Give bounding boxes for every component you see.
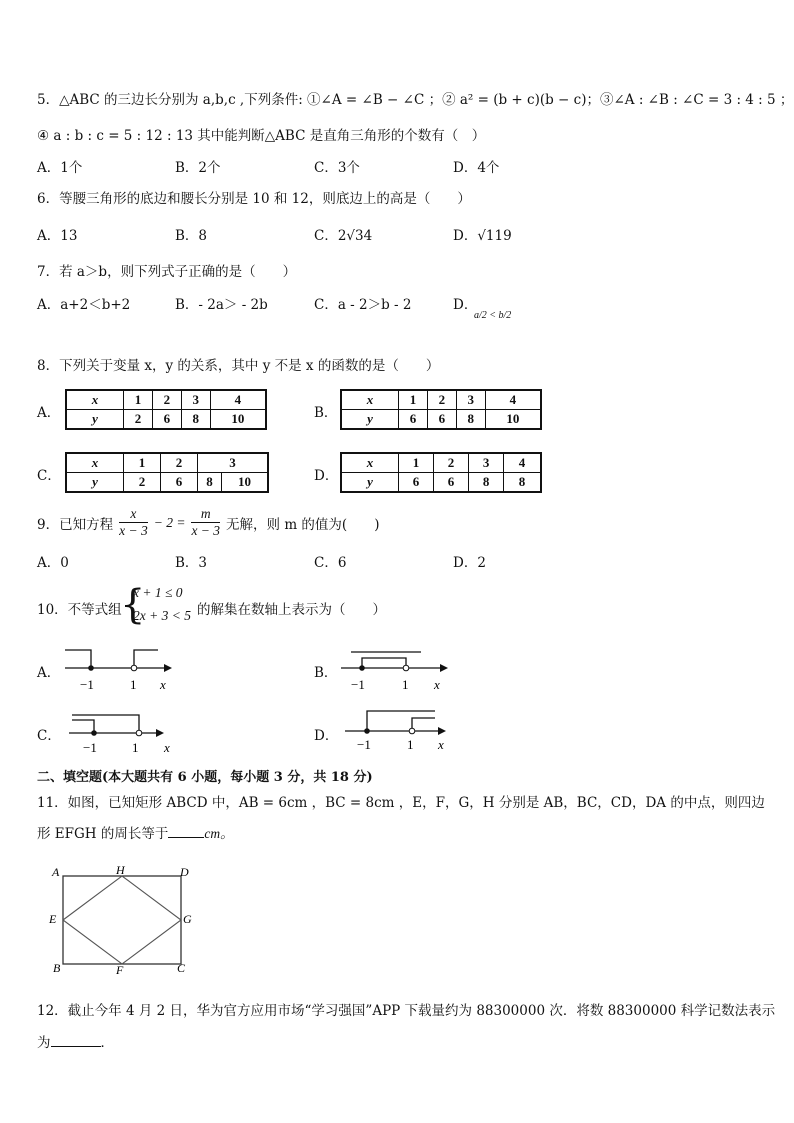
table-cell: 1 — [399, 390, 428, 410]
table-cell: 8 — [504, 473, 541, 493]
table-row — [341, 390, 541, 410]
q10-label-c: C． — [37, 728, 61, 744]
table-cell: y — [66, 473, 124, 493]
table-row — [341, 453, 541, 473]
vertex-label-g: G — [183, 912, 192, 926]
q8-label-a: A． — [37, 405, 61, 421]
q9-option-c: C．6 — [314, 555, 347, 571]
table-cell: x — [66, 390, 124, 410]
q5-option-b: B．2个 — [175, 160, 221, 176]
vertex-label-a: A — [52, 865, 60, 879]
q7-option-c: C．a - 2＞b - 2 — [314, 297, 412, 313]
q12-line2-text: 为 — [37, 1035, 51, 1051]
section-heading: 二、填空题(本大题共有 6 小题，每小题 3 分，共 18 分) — [37, 770, 373, 785]
q10-inequality-2: 2x + 3 < 5 — [133, 608, 191, 623]
tick-label-neg: −1 — [83, 740, 97, 755]
table-cell: 2 — [161, 453, 198, 473]
table-cell: 8 — [198, 473, 222, 493]
q10-numberline-d — [340, 707, 460, 757]
vertex-label-d: D — [180, 865, 189, 879]
rhombus-efgh — [63, 876, 181, 964]
q11-line2 — [37, 822, 234, 842]
table-cell: 6 — [399, 410, 428, 430]
vertex-label-c: C — [177, 961, 186, 975]
tick-label-pos: 1 — [407, 737, 414, 752]
table-row — [66, 410, 266, 430]
vertex-label-e: E — [49, 912, 57, 926]
table-cell: 4 — [210, 390, 266, 410]
table-cell: 6 — [161, 473, 198, 493]
q6-option-b: B．8 — [175, 228, 208, 244]
q8-table-b — [340, 389, 542, 430]
q12-period: ． — [100, 1035, 114, 1051]
q8-table-d — [340, 452, 542, 493]
table-cell: 3 — [469, 453, 504, 473]
q6-option-d: D．√119 — [453, 228, 512, 244]
table-cell: 2 — [152, 390, 181, 410]
q9-middle: − 2 = — [153, 514, 186, 530]
q5-option-c: C．3个 — [314, 160, 360, 176]
tick-label-neg: −1 — [80, 677, 94, 692]
q10-numberline-a — [60, 645, 180, 695]
tick-label-pos: 1 — [402, 677, 409, 692]
q8-table-a — [65, 389, 267, 430]
vertex-label-h: H — [116, 863, 125, 877]
q6-stem: 6．等腰三角形的底边和腰长分别是 10 和 12，则底边上的高是（ ） — [37, 191, 471, 207]
q10-label-a: A． — [37, 665, 61, 681]
q7-option-d: D． — [453, 297, 478, 313]
q7-option-d-expression: a/2 < b/2 — [474, 310, 512, 321]
table-cell: 6 — [399, 473, 434, 493]
q12-line2 — [37, 1031, 114, 1051]
table-cell: 3 — [181, 390, 210, 410]
q9-option-a: A．0 — [37, 555, 69, 571]
axis-var-label: x — [434, 677, 440, 692]
q9-option-b: B．3 — [175, 555, 208, 571]
table-row — [66, 473, 268, 493]
table-cell: 4 — [485, 390, 541, 410]
table-cell: 6 — [427, 410, 456, 430]
q11-unit: cm。 — [204, 826, 234, 841]
q9-fraction-1 — [119, 506, 148, 539]
q7-stem: 7．若 a＞b，则下列式子正确的是（ ） — [37, 264, 297, 280]
q10-inequality-1: x + 1 ≤ 0 — [133, 585, 183, 600]
q9-suffix: 无解，则 m 的值为( ) — [226, 516, 380, 533]
q10-label-b: B． — [314, 665, 338, 681]
q8-label-b: B． — [314, 405, 338, 421]
q11-line2-text: 形 EFGH 的周长等于 — [37, 826, 169, 842]
vertex-label-b: B — [53, 961, 61, 975]
q10-label-d: D． — [314, 728, 339, 744]
q11-line1: 11．如图，已知矩形 ABCD 中，AB = 6cm ，BC = 8cm ，E，F，G，H 分别是 AB，BC，CD，DA 的中点，则四边 — [37, 795, 765, 811]
table-row — [66, 390, 266, 410]
table-cell: x — [341, 453, 399, 473]
table-cell: 8 — [469, 473, 504, 493]
table-cell: 2 — [427, 390, 456, 410]
q8-stem: 8．下列关于变量 x，y 的关系，其中 y 不是 x 的函数的是（ ） — [37, 358, 440, 374]
table-row — [341, 473, 541, 493]
q5-line1: 5．△ABC 的三边长分别为 a,b,c ,下列条件: ①∠A = ∠B − ∠C ；② a² = (b + c)(b − c)；③∠A : ∠B : ∠C = 3 : 4 : 5 ； — [37, 92, 794, 108]
answer-blank — [168, 837, 204, 838]
denominator: x − 3 — [119, 523, 148, 538]
table-cell: 2 — [434, 453, 469, 473]
table-cell: x — [341, 390, 399, 410]
table-cell: 8 — [456, 410, 485, 430]
q8-table-c — [65, 452, 269, 493]
q9-prefix: 9．已知方程 — [37, 516, 114, 533]
table-row — [341, 410, 541, 430]
vertex-label-f: F — [116, 963, 124, 977]
q9-fraction-2 — [191, 506, 220, 539]
tick-label-neg: −1 — [357, 737, 371, 752]
table-cell: 4 — [504, 453, 541, 473]
q8-label-d: D． — [314, 468, 339, 484]
table-cell: 6 — [152, 410, 181, 430]
q10-numberline-b — [336, 645, 456, 695]
q10-brace: { — [120, 582, 146, 628]
q5-option-d: D．4个 — [453, 160, 500, 176]
table-cell: y — [66, 410, 124, 430]
table-cell: 1 — [399, 453, 434, 473]
table-cell: 8 — [181, 410, 210, 430]
axis-var-label: x — [160, 677, 166, 692]
numerator: x — [119, 506, 148, 523]
q10-suffix: 的解集在数轴上表示为（ ） — [197, 602, 386, 618]
rectangle-abcd — [63, 876, 181, 964]
q5-line2: ④ a : b : c = 5 : 12 : 13 其中能判断△ABC 是直角三角形的个数有（ ） — [37, 128, 486, 144]
table-cell: 2 — [124, 410, 153, 430]
q9-stem — [37, 506, 379, 539]
denominator: x − 3 — [191, 523, 221, 538]
q11-rectangle-figure — [44, 860, 204, 978]
q8-label-c: C． — [37, 468, 61, 484]
table-cell: 3 — [198, 453, 269, 473]
tick-label-pos: 1 — [132, 740, 139, 755]
table-row — [66, 453, 268, 473]
q7-option-b: B．- 2a＞ - 2b — [175, 297, 268, 313]
table-cell: 1 — [124, 453, 161, 473]
q7-option-a: A．a+2＜b+2 — [37, 297, 131, 313]
tick-label-neg: −1 — [351, 677, 365, 692]
table-cell: y — [341, 410, 399, 430]
table-cell: 3 — [456, 390, 485, 410]
numerator: m — [191, 506, 220, 523]
q10-prefix: 10．不等式组 — [37, 602, 122, 618]
table-cell: 10 — [210, 410, 266, 430]
table-cell: 2 — [124, 473, 161, 493]
table-cell: 10 — [485, 410, 541, 430]
q6-option-c: C．2√34 — [314, 228, 373, 244]
table-cell: 10 — [222, 473, 268, 493]
axis-var-label: x — [164, 740, 170, 755]
q5-option-a: A．1个 — [37, 160, 83, 176]
table-cell: x — [66, 453, 124, 473]
table-cell: y — [341, 473, 399, 493]
table-cell: 1 — [124, 390, 153, 410]
answer-blank — [51, 1046, 101, 1047]
axis-var-label: x — [438, 737, 444, 752]
q6-option-a: A．13 — [37, 228, 78, 244]
tick-label-pos: 1 — [130, 677, 137, 692]
q9-option-d: D．2 — [453, 555, 486, 571]
q10-numberline-c — [64, 710, 184, 760]
q12-line1: 12．截止今年 4 月 2 日，华为官方应用市场“学习强国”APP 下载量约为 88300000 次．将数 88300000 科学记数法表示 — [37, 1003, 776, 1019]
table-cell: 6 — [434, 473, 469, 493]
